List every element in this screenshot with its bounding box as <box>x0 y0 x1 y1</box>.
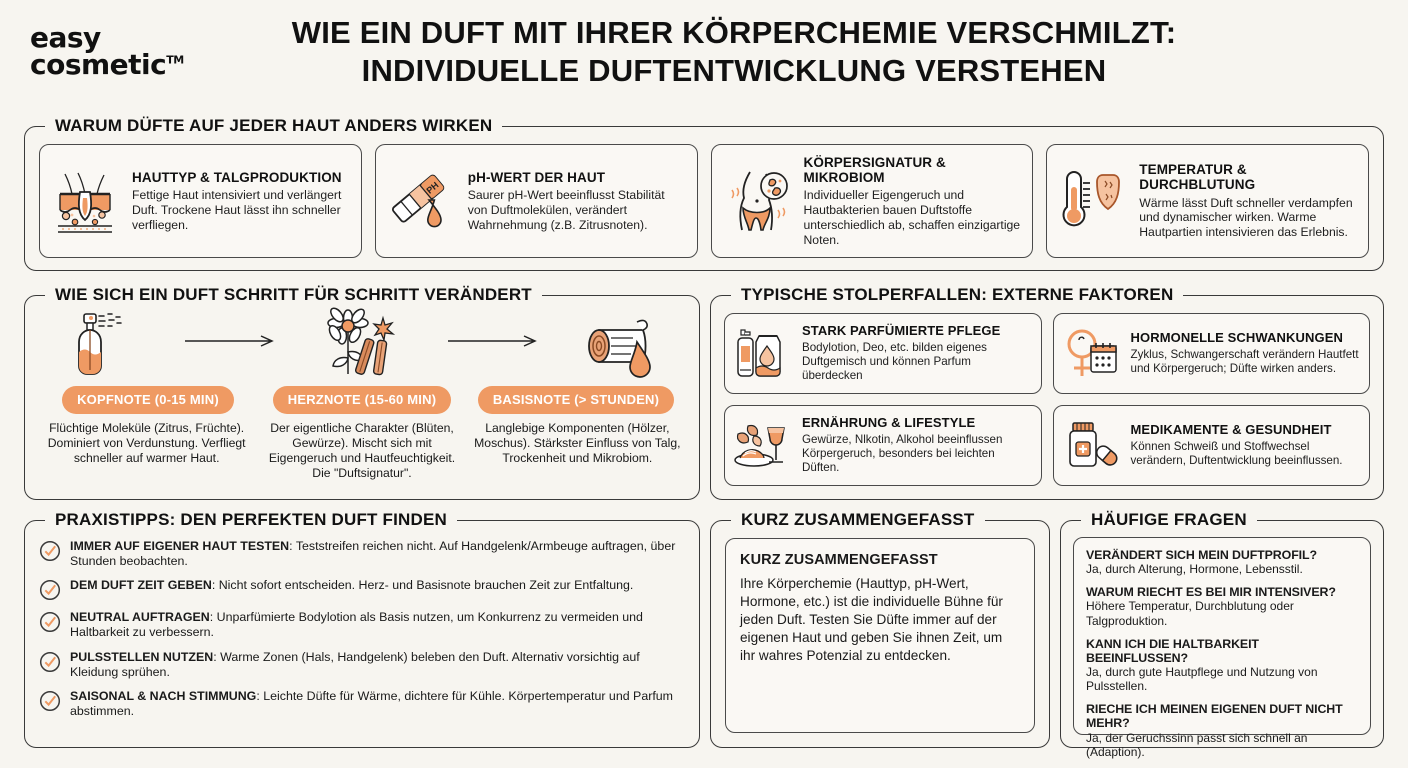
section-fragrance-stages <box>24 285 700 500</box>
section-pitfalls <box>710 285 1384 500</box>
card-heading: MEDIKAMENTE & GESUNDHEIT <box>1130 421 1332 437</box>
list-item <box>39 650 683 680</box>
ph-test-strip-icon <box>384 170 458 232</box>
brand-logo <box>30 21 240 81</box>
tip-label: PULSSTELLEN NUTZEN <box>70 649 214 664</box>
page-title <box>240 14 1378 90</box>
check-circle-icon <box>39 651 61 673</box>
section-title: WIE SICH EIN DUFT SCHRITT FÜR SCHRITT VERÄNDERT <box>45 285 542 305</box>
header <box>0 0 1408 104</box>
card-heading: STARK PARFÜMIERTE PFLEGE <box>802 322 1001 338</box>
faq-answer: Ja, der Geruchssinn passt sich schnell an (Adaption). <box>1086 730 1308 759</box>
faq-item <box>1086 548 1358 576</box>
faq-item <box>1086 702 1358 759</box>
card-heading: pH-WERT DER HAUT <box>467 169 606 185</box>
tip-detail: Unparfümierte Bodylotion als Basis nutzen, um Konkurrenz zu vermeiden und Haltbarkeit zu verbessern. <box>70 610 643 640</box>
summary-content <box>711 521 1049 747</box>
card-text: Gewürze, Nlkotin, Alkohol beeinflussen Körpergeruch, besonders bei leichten Düften. <box>802 433 1003 475</box>
card-heading: KÖRPERSIGNATUR & MIKROBIOM <box>803 155 946 186</box>
tip-text: SAISONAL & NACH STIMMUNG: Leichte Düfte für Wärme, dichtere für Kühle. Körpertemperatur und Parfum abstimmen. <box>70 688 673 718</box>
title-line-2: INDIVIDUELLE DUFTENTWICKLUNG VERSTEHEN <box>361 53 1107 88</box>
card-text: Saurer pH-Wert beeinflusst Stabilität von Duftmolekülen, verändert Wahrnehmung (z.B. Zitrusnoten). <box>467 188 665 232</box>
trademark-symbol: TM <box>166 53 184 67</box>
tip-detail: Warme Zonen (Hals, Handgelenk) beleben den Duft. Alternativ vorsichtig auf Kleidung sprühen. <box>70 649 640 679</box>
faq-answer: Höhere Temperatur, Durchblutung oder Talgproduktion. <box>1086 599 1294 628</box>
faq-answer: Ja, durch Alterung, Hormone, Lebensstil. <box>1086 562 1303 577</box>
card-text: Wärme lässt Duft schneller verdampfen und dynamischer wirken. Warme Hautpartien intensivieren das Erlebnis. <box>1139 195 1353 240</box>
faq-question: WARUM RIECHT ES BEI MIR INTENSIVER? <box>1086 585 1336 600</box>
title-line-1: WIE EIN DUFT MIT IHRER KÖRPERCHEMIE VERSCHMILZT: <box>291 15 1177 51</box>
tip-label: DEM DUFT ZEIT GEBEN <box>70 578 212 593</box>
badge-top-note: KOPFNOTE (0-15 MIN) <box>62 386 234 414</box>
card-text: Können Schweiß und Stoffwechsel verändern, Duftentwicklung beeinflussen. <box>1130 440 1343 468</box>
tip-detail: Nicht sofort entscheiden. Herz- und Basisnote brauchen Zeit zur Entfaltung. <box>218 578 634 593</box>
tip-label: SAISONAL & NACH STIMMUNG <box>70 688 257 703</box>
section-title: KURZ ZUSAMMENGEFASST <box>731 510 985 530</box>
tip-text: PULSSTELLEN NUTZEN: Warme Zonen (Hals, Handgelenk) beleben den Duft. Alternativ vorsichtig auf Kleidung sprühen. <box>70 649 640 679</box>
faq-item <box>1086 637 1358 694</box>
check-circle-icon <box>39 690 61 712</box>
perfume-spray-bottle-icon <box>47 312 151 378</box>
arrow-stage-2-to-3 <box>414 334 573 356</box>
faq-card <box>1073 537 1371 759</box>
why-card-grid <box>25 127 1383 270</box>
stages-content <box>25 296 699 499</box>
badge-heart-note: HERZNOTE (15-60 MIN) <box>273 386 451 414</box>
stage-text-row <box>35 414 689 481</box>
thermometer-bloodflow-icon <box>1055 169 1129 233</box>
check-circle-icon <box>39 579 61 601</box>
card-body <box>468 170 685 232</box>
stage-badge-row <box>35 378 689 414</box>
stage-text-heart-note: Der eigentliche Charakter (Blüten, Gewürze). Mischt sich mit Eigengeruch und Hautfeuchtigkeit. Die "Duftsignatur". <box>268 421 456 480</box>
arrow-stage-1-to-2 <box>151 334 310 356</box>
card-body <box>1131 423 1360 468</box>
tip-text: DEM DUFT ZEIT GEBEN: Nicht sofort entscheiden. Herz- und Basisnote brauchen Zeit zur Entfaltung. <box>70 578 634 593</box>
card-body <box>132 170 349 232</box>
logo-line-2: cosmetic™ <box>30 48 184 81</box>
faq-question: VERÄNDERT SICH MEIN DUFTPROFIL? <box>1086 548 1317 562</box>
section-why-fragrances-differ <box>24 116 1384 271</box>
section-faq <box>1060 510 1384 759</box>
card-body <box>1131 331 1360 376</box>
check-circle-icon <box>39 611 61 633</box>
card-medication-health <box>1053 405 1371 486</box>
card-body <box>802 324 1031 383</box>
section-summary <box>710 510 1050 748</box>
summary-heading: KURZ ZUSAMMENGEFASST <box>740 552 938 568</box>
card-hormonal-fluctuations <box>1053 313 1371 394</box>
section-title: TYPISCHE STOLPERFALLEN: EXTERNE FAKTOREN <box>731 285 1183 305</box>
card-heading: HAUTTYP & TALGPRODUKTION <box>132 169 342 185</box>
card-body <box>1139 162 1356 240</box>
section-title: HÄUFIGE FRAGEN <box>1081 510 1257 530</box>
card-heading: HORMONELLE SCHWANKUNGEN <box>1130 329 1343 345</box>
section-title: PRAXISTIPPS: DEN PERFEKTEN DUFT FINDEN <box>45 510 457 530</box>
card-heading: TEMPERATUR & DURCHBLUTUNG <box>1139 162 1256 193</box>
pitfall-card-grid <box>711 296 1383 499</box>
summary-card <box>725 538 1035 733</box>
card-text: Individueller Eigengeruch und Hautbakterien bauen Duftstoffe unterschiedlich ab, schaffen einzigartige Noten. <box>803 188 1021 247</box>
card-nutrition-lifestyle <box>724 405 1042 486</box>
wood-log-drop-icon <box>573 312 677 378</box>
tip-text: IMMER AUF EIGENER HAUT TESTEN: Teststreifen reichen nicht. Auf Handgelenk/Armbeuge auftragen, über Stunden beobachten. <box>70 539 676 569</box>
list-item <box>39 578 683 601</box>
card-body <box>804 155 1021 247</box>
list-item <box>39 539 683 569</box>
logo-line-1: easy <box>30 21 101 55</box>
list-item <box>39 610 683 640</box>
card-body <box>802 416 1031 475</box>
summary-text: Ihre Körperchemie (Hauttyp, pH-Wert, Hormone, etc.) ist die individuelle Bühne für jeden Duft. Testen Sie Düfte immer auf der eigenen Haut und geben Sie ihnen Zeit, um ihr wahres Potenzial zu entdecken. <box>740 576 1003 664</box>
tip-label: NEUTRAL AUFTRAGEN <box>70 610 210 625</box>
stage-icon-row <box>35 312 689 378</box>
faq-content <box>1061 521 1383 759</box>
flower-spices-icon <box>310 312 414 378</box>
section-title: WARUM DÜFTE AUF JEDER HAUT ANDERS WIRKEN <box>45 116 502 136</box>
skin-follicle-icon <box>48 170 122 232</box>
card-text: Zyklus, Schwangerschaft verändern Hautfett und Körpergeruch; Düfte wirken anders. <box>1130 348 1359 376</box>
tip-detail: Leichte Düfte für Wärme, dichtere für Kühle. Körpertemperatur und Parfum abstimmen. <box>70 688 673 718</box>
tip-label: IMMER AUF EIGENER HAUT TESTEN <box>70 539 290 553</box>
badge-base-note: BASISNOTE (> STUNDEN) <box>478 386 674 414</box>
card-heading: ERNÄHRUNG & LIFESTYLE <box>802 414 976 430</box>
list-item <box>39 689 683 719</box>
medicine-bottle-pill-icon <box>1061 420 1121 472</box>
body-microbiome-icon <box>720 168 794 234</box>
card-skin-type <box>39 144 362 258</box>
card-body-signature <box>711 144 1034 258</box>
card-temperature <box>1046 144 1369 258</box>
stage-text-top-note: Flüchtige Moleküle (Zitrus, Früchte). Dominiert von Verdunstung. Verfliegt schneller auf warmer Haut. <box>47 421 246 465</box>
tip-detail: Teststreifen reichen nicht. Auf Handgelenk/Armbeuge auftragen, über Stunden beobachten. <box>70 539 676 569</box>
card-text: Bodylotion, Deo, etc. bilden eigenes Duftgemisch und können Parfum überdecken <box>802 341 987 383</box>
tips-list <box>25 521 699 729</box>
card-text: Fettige Haut intensiviert und verlängert Duft. Trockene Haut lässt ihn schneller verfliegen. <box>132 188 342 232</box>
card-perfumed-care <box>724 313 1042 394</box>
svg-text:PH: PH <box>424 180 441 196</box>
faq-item <box>1086 585 1358 627</box>
section-practical-tips <box>24 510 700 748</box>
faq-question: KANN ICH DIE HALTBARKEIT BEEINFLUSSEN? <box>1086 636 1259 665</box>
food-wine-icon <box>732 420 792 472</box>
card-ph-value <box>375 144 698 258</box>
check-circle-icon <box>39 540 61 562</box>
stage-text-base-note: Langlebige Komponenten (Hölzer, Moschus). Stärkster Einfluss von Talg, Trockenheit und Mikrobiom. <box>474 421 681 465</box>
lotion-bottles-icon <box>732 326 792 382</box>
hormone-calendar-icon <box>1061 326 1121 382</box>
tip-text: NEUTRAL AUFTRAGEN: Unparfümierte Bodylotion als Basis nutzen, um Konkurrenz zu vermeiden und Haltbarkeit zu verbessern. <box>70 610 643 640</box>
faq-question: RIECHE ICH MEINEN EIGENEN DUFT NICHT MEHR? <box>1086 702 1343 731</box>
faq-answer: Ja, durch gute Hautpflege und Nutzung von Pulsstellen. <box>1086 665 1318 694</box>
